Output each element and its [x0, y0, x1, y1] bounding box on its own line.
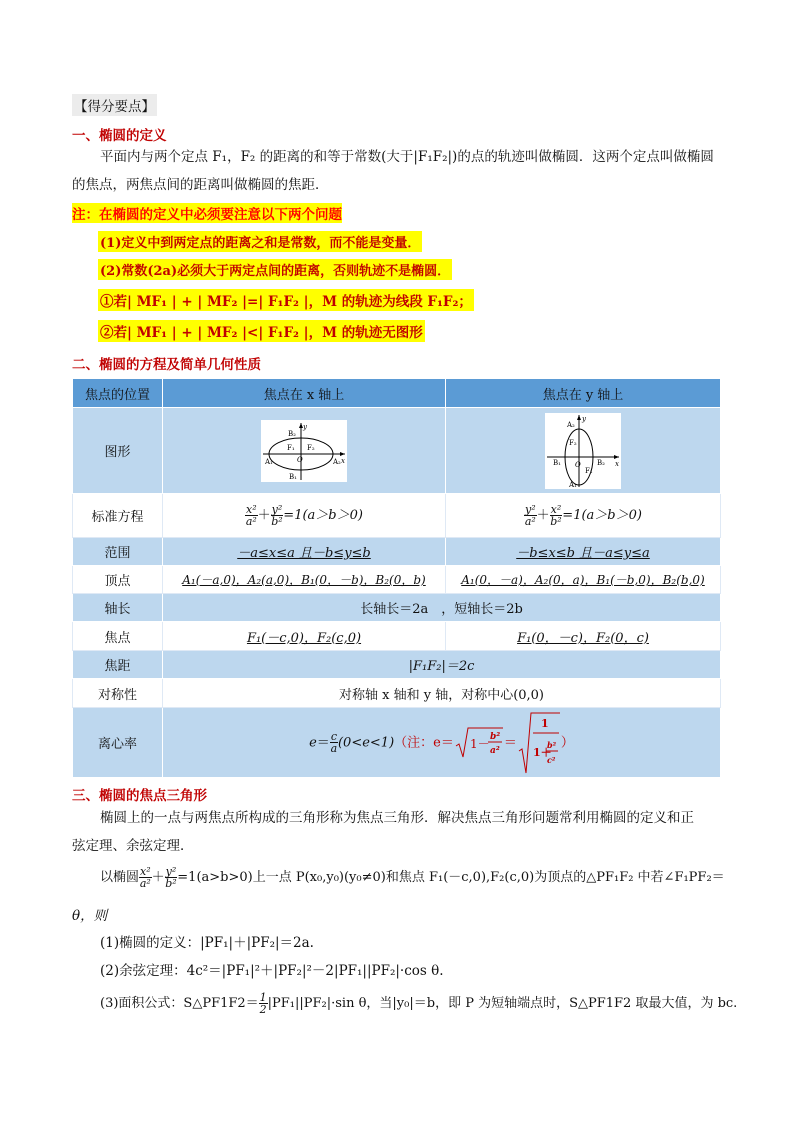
note-title: 注：在椭圆的定义中必须要注意以下两个问题: [72, 203, 342, 223]
row-label: 顶点: [73, 566, 163, 594]
table-row-eccentricity: [73, 708, 721, 778]
svg-text:O: O: [297, 455, 303, 464]
note-item-4: ②若| MF₁ | + | MF₂ |<| F₁F₂ |，M 的轨迹无图形: [98, 320, 425, 342]
focus-y: F₁(0，－c)，F₂(0，c): [446, 622, 721, 651]
row-label: 焦距: [73, 651, 163, 679]
area-suffix: |PF₁||PF₂|·sin θ，当|y₀|＝b，即 P 为短轴端点时，S△PF1F2 取最大值，为 bc.: [267, 996, 738, 1011]
formula-cosine: (2)余弦定理：4c²＝|PF₁|²＋|PF₂|²－2|PF₁||PF₂|·cos θ.: [100, 963, 444, 979]
fraction-c-a: $\frac{c}{a}$: [330, 730, 338, 755]
row-label: 焦点: [73, 622, 163, 651]
definition-line-2: 的焦点，两焦点间的距离叫做椭圆的焦距．: [72, 177, 329, 193]
svg-text:B₁: B₁: [553, 458, 561, 467]
svg-text:c²: c²: [546, 754, 556, 765]
area-prefix: (3)面积公式：S△PF1F2＝: [100, 996, 259, 1011]
ellipse-x-diagram: [261, 420, 347, 482]
triangle-line-1: 椭圆上的一点与两焦点所构成的三角形称为焦点三角形．解决焦点三角形问题常利用椭圆的定义和正: [100, 810, 694, 826]
section-title-focal-triangle: 三、椭圆的焦点三角形: [72, 788, 207, 804]
table-row-focus: [73, 622, 721, 651]
svg-text:1＋: 1＋: [532, 745, 552, 759]
svg-text:B₂: B₂: [288, 429, 296, 438]
table-row-equation: [73, 494, 721, 538]
sqrt-1-over-1-plus-b2-c2: [517, 711, 561, 775]
focal-distance: |F₁F₂|＝2c: [163, 651, 721, 679]
table-row-vertex: [73, 566, 721, 594]
header-position: 焦点的位置: [73, 379, 163, 408]
svg-text:A₁: A₁: [569, 480, 577, 489]
figure-x-ellipse: [163, 408, 446, 494]
fraction-y2-b2: $\frac{\text{y²}}{\text{b²}}$: [271, 503, 283, 528]
svg-text:1－: 1－: [469, 736, 490, 751]
fraction-x2-a2: $\frac{\text{x²}}{\text{a²}}$: [245, 503, 257, 528]
svg-text:F₁: F₁: [585, 466, 593, 475]
range-x: －a≤x≤a 且－b≤y≤b: [163, 538, 446, 566]
svg-text:F₂: F₂: [307, 443, 315, 452]
symmetry: 对称轴 x 轴和 y 轴，对称中心(0,0): [163, 679, 721, 708]
svg-text:b²: b²: [546, 739, 556, 750]
definition-line-1: 平面内与两个定点 F₁，F₂ 的距离的和等于常数(大于|F₁F₂|)的点的轨迹叫做椭圆．这两个定点叫做椭圆: [100, 149, 714, 165]
triangle-line-2: 弦定理、余弦定理．: [72, 838, 194, 854]
svg-text:a²: a²: [489, 745, 500, 756]
svg-text:A₂: A₂: [333, 457, 341, 466]
svg-text:B₂: B₂: [597, 458, 605, 467]
formula-area: [100, 992, 737, 1015]
figure-y-ellipse: [446, 408, 721, 494]
axis-length: 长轴长＝2a ，短轴长＝2b: [163, 594, 721, 622]
row-label: 范围: [73, 538, 163, 566]
triangle-condition: 以椭圆 $\frac{\text{x²}}{\text{a²}}$ ＋ $\frac{\text{y²}}{\text{b²}}$ =1(a>b>0)上一点 P(x₀,y₀)(y₀≠0)和焦点 F₁(－c,0),F₂(c,0)为顶点的△PF₁F₂ 中若∠F₁PF₂＝: [100, 865, 725, 890]
formula-definition: (1)椭圆的定义：|PF₁|＋|PF₂|＝2a.: [100, 935, 314, 951]
svg-text:x: x: [615, 459, 619, 468]
condition-prefix: 以椭圆: [100, 870, 140, 885]
table-row-range: [73, 538, 721, 566]
sqrt-1-minus-b2-a2: [454, 726, 504, 760]
section-title-definition: 一、椭圆的定义: [72, 128, 167, 144]
svg-text:x: x: [341, 456, 345, 465]
condition-suffix: =1(a>b>0)上一点 P(x₀,y₀)(y₀≠0)和焦点 F₁(－c,0),F₂(c,0)为顶点的△PF₁F₂ 中若∠F₁PF₂＝: [177, 870, 725, 885]
fraction-one-half: $\frac{1}{2}$: [259, 991, 267, 1016]
equation-x-rhs: =1(a＞b＞0): [283, 508, 363, 523]
table-header-row: [73, 379, 721, 408]
row-label: 标准方程: [73, 494, 163, 538]
section-tag: 【得分要点】: [72, 94, 157, 116]
note-item-2: (2)常数(2a)必须大于两定点间的距离，否则轨迹不是椭圆．: [98, 259, 452, 280]
svg-text:b²: b²: [489, 731, 501, 742]
fraction-x2-a2: $\frac{\text{x²}}{\text{a²}}$: [139, 865, 151, 890]
svg-text:A₁: A₁: [265, 457, 273, 466]
note-item-3: ①若| MF₁ | + | MF₂ |=| F₁F₂ |，M 的轨迹为线段 F₁F₂；: [98, 289, 474, 311]
eccentricity: e＝ $\frac{c}{a}$ (0<e<1)（注：e＝ 1－ b² a² ＝ 1 1＋ b² c² ）: [163, 708, 721, 778]
fraction-x2-b2: $\frac{\text{x²}}{\text{b²}}$: [550, 503, 562, 528]
row-label: 图形: [73, 408, 163, 494]
svg-text:F₁: F₁: [287, 443, 295, 452]
section-title-properties: 二、椭圆的方程及简单几何性质: [72, 357, 261, 373]
range-y: －b≤x≤b 且－a≤y≤a: [446, 538, 721, 566]
fraction-y2-b2: $\frac{\text{y²}}{\text{b²}}$: [165, 865, 177, 890]
ecc-note-close: ）: [560, 735, 574, 750]
ecc-note-open: （注：e＝: [394, 735, 454, 750]
equation-x: $\frac{\text{x²}}{\text{a²}}$ ＋ $\frac{\text{y²}}{\text{b²}}$ =1(a＞b＞0): [163, 494, 446, 538]
row-label: 离心率: [73, 708, 163, 778]
svg-text:y: y: [582, 414, 586, 423]
table-row-focal-distance: [73, 651, 721, 679]
svg-text:F₂: F₂: [569, 438, 577, 447]
svg-text:y: y: [303, 422, 307, 431]
equation-y: $\frac{\text{y²}}{\text{a²}}$ ＋ $\frac{\text{x²}}{\text{b²}}$ =1(a＞b＞0): [446, 494, 721, 538]
triangle-condition-line-2: θ，则: [72, 908, 108, 924]
equation-y-rhs: =1(a＞b＞0): [562, 508, 642, 523]
ellipse-properties-table: [72, 378, 721, 778]
svg-text:1: 1: [540, 716, 549, 730]
svg-text:B₁: B₁: [289, 472, 297, 481]
table-row-symmetry: [73, 679, 721, 708]
vertex-y: A₁(0，－a)，A₂(0，a)，B₁(－b,0)，B₂(b,0): [446, 566, 721, 594]
note-item-1: (1)定义中到两定点的距离之和是常数，而不能是变量．: [98, 231, 422, 252]
row-label: 对称性: [73, 679, 163, 708]
table-row-axis: [73, 594, 721, 622]
ecc-range: (0<e<1): [337, 735, 395, 750]
fraction-y2-a2: $\frac{\text{y²}}{\text{a²}}$: [524, 503, 536, 528]
vertex-x: A₁(－a,0)，A₂(a,0)，B₁(0，－b)，B₂(0，b): [163, 566, 446, 594]
svg-text:A₂: A₂: [567, 420, 575, 429]
focus-x: F₁(－c,0)，F₂(c,0): [163, 622, 446, 651]
header-x-axis: 焦点在 x 轴上: [163, 379, 446, 408]
svg-text:O: O: [575, 460, 581, 469]
table-row-figure: [73, 408, 721, 494]
row-label: 轴长: [73, 594, 163, 622]
header-y-axis: 焦点在 y 轴上: [446, 379, 721, 408]
ellipse-y-diagram: [545, 413, 621, 489]
